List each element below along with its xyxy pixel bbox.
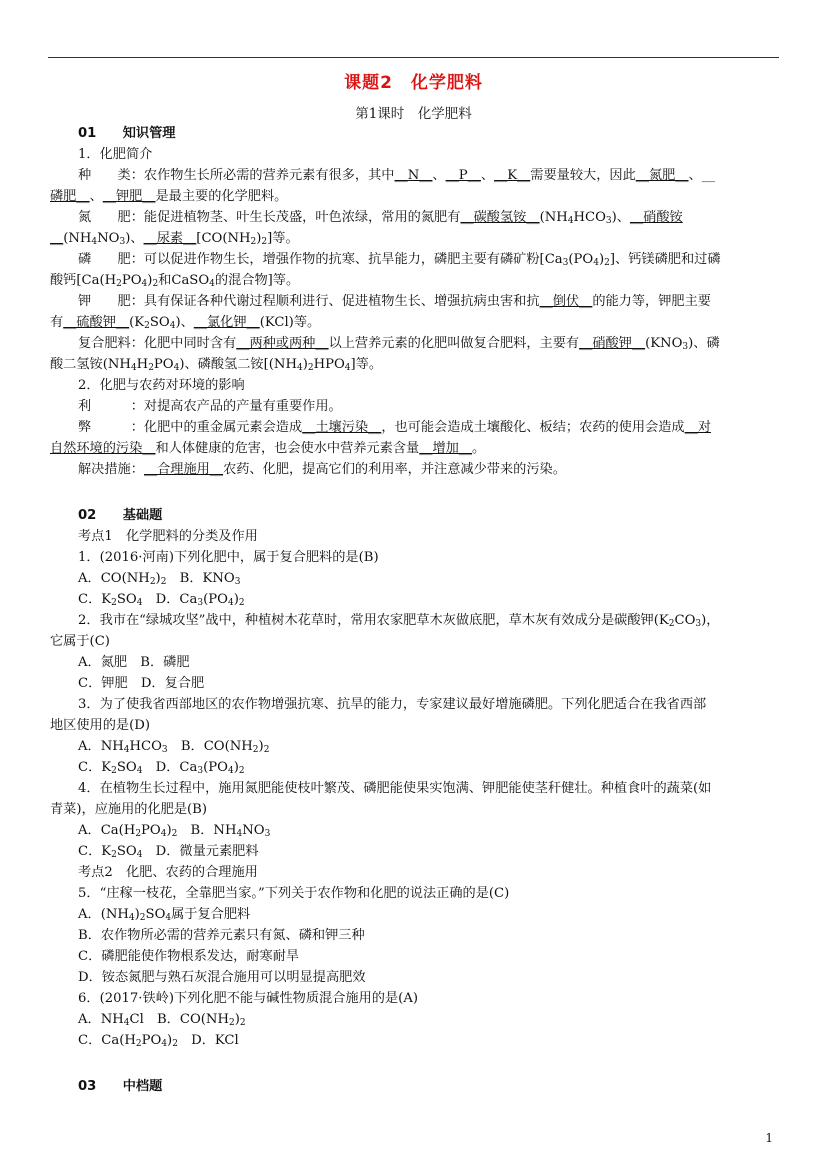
point2-heading: 考点2 化肥、农药的合理施用 [78, 865, 258, 880]
page-title: 课题2 化学肥料 [344, 73, 483, 93]
header-rule [48, 57, 779, 58]
q3-stem-line2: 地区使用的是(D) [50, 718, 150, 733]
q5-option-b: B．农作物所必需的营养元素只有氮、磷和钾三种 [78, 928, 365, 943]
q1-options-ab: A．$CO(NH_2)_2$ B．$KNO_3$ [78, 571, 241, 587]
q3-options-cd: C．$K_2SO_4$ D．$Ca_3(PO_4)_2$ [78, 760, 245, 776]
q2-stem-line1: 2．我市在“绿城攻坚”战中，种植树木花草时，常用农家肥草木灰做底肥，草木灰有效成分是碳酸钾$(K_2CO_3)$， [78, 613, 720, 629]
compound-line1: 复合肥料：化肥中同时含有__两种或两种__以上营养元素的化肥叫做复合肥料，主要有__硝酸钾$\_\_(KNO_3)$、磷 [78, 336, 720, 352]
q4-stem-line2: 青菜)，应施用的化肥是(B) [50, 802, 207, 817]
q1-stem: 1．(2016·河南)下列化肥中，属于复合肥料的是(B) [78, 550, 379, 565]
q5-stem: 5．“庄稼一枝花，全靠肥当家。”下列关于农作物和化肥的说法正确的是(C) [78, 886, 510, 901]
env-heading: 2．化肥与农药对环境的影响 [78, 378, 245, 393]
nitrogen-line1: 氮 肥：能促进植物茎、叶生长茂盛，叶色浓绿，常用的氮肥有__碳酸氢铵$\_\_(NH_4HCO_3)$、__硝酸铵 [78, 210, 683, 226]
q6-stem: 6．(2017·铁岭)下列化肥不能与碱性物质混合施用的是(A) [78, 991, 418, 1006]
kinds-line1: 种 类：农作物生长所必需的营养元素有很多，其中__N__、__P__、__K__需要量较大，因此__氮肥__、__ [78, 168, 715, 183]
q4-options-ab: A．$Ca(H_2PO_4)_2$ B．$NH_4NO_3$ [78, 823, 271, 839]
q1-options-cd: C．$K_2SO_4$ D．$Ca_3(PO_4)_2$ [78, 592, 245, 608]
q3-stem-line1: 3．为了使我省西部地区的农作物增强抗寒、抗旱的能力，专家建议最好增施磷肥。下列化肥适合在我省西部 [78, 697, 707, 712]
q6-options-cd: C．$Ca(H_2PO_4)_2$ D．KCl [78, 1033, 239, 1049]
compound-line2: 酸二氢铵$(NH_4H_2PO_4)$、磷酸氢二铵$[(NH_4)_2HPO_4]$等。 [50, 357, 383, 373]
q2-options-cd: C．钾肥 D．复合肥 [78, 676, 205, 691]
q6-options-ab: A．$NH_4Cl$ B．$CO(NH_2)_2$ [78, 1012, 246, 1028]
nitrogen-line2: $\_\_(NH_4NO_3)$、__尿素$\_\_[CO(NH_2)_2]$等。 [50, 231, 299, 247]
section-heading-basic: 02 基础题 [78, 508, 163, 523]
phosphorus-line2: 酸钙[$Ca(H_2PO_4)_2$和CaSO$_4$的混合物]等。 [50, 273, 300, 289]
q5-option-d: D．铵态氮肥与熟石灰混合施用可以明显提高肥效 [78, 970, 366, 985]
kinds-line2: 磷肥__、__钾肥__是最主要的化学肥料。 [50, 189, 288, 204]
potassium-line2: 有__硫酸钾$\_\_(K_2SO_4)$、__氯化钾__(KCl)等。 [50, 315, 321, 331]
q5-option-a: A．$(NH_4)_2SO_4$属于复合肥料 [78, 907, 251, 923]
q2-stem-line2: 它属于(C) [50, 634, 110, 649]
benefit-line: 利 ：对提高农产品的产量有重要作用。 [78, 399, 342, 414]
intro-heading: 1．化肥简介 [78, 147, 153, 162]
section-heading-knowledge: 01 知识管理 [78, 126, 176, 141]
q4-stem-line1: 4．在植物生长过程中，施用氮肥能使枝叶繁茂、磷肥能使果实饱满、钾肥能使茎秆健壮。种植食叶的蔬菜(如 [78, 781, 712, 796]
page-subtitle: 第1课时 化学肥料 [355, 106, 472, 122]
harm-line2: 自然环境的污染__和人体健康的危害，也会使水中营养元素含量__增加__。 [50, 441, 486, 456]
q5-option-c: C．磷肥能使作物根系发达，耐寒耐旱 [78, 949, 300, 964]
phosphorus-line1: 磷 肥：可以促进作物生长，增强作物的抗寒、抗旱能力，磷肥主要有磷矿粉$[Ca_3(PO_4)_2]$、钙镁磷肥和过磷 [78, 252, 721, 268]
section-heading-medium: 03 中档题 [78, 1079, 163, 1094]
q4-options-cd: C．$K_2SO_4$ D．微量元素肥料 [78, 844, 259, 860]
potassium-line1: 钾 肥：具有保证各种代谢过程顺利进行、促进植物生长、增强抗病虫害和抗__倒伏__的能力等，钾肥主要 [78, 294, 711, 309]
page-number: 1 [765, 1131, 773, 1145]
point1-heading: 考点1 化学肥料的分类及作用 [78, 529, 258, 544]
q2-options-ab: A．氮肥 B．磷肥 [78, 655, 190, 670]
harm-line1: 弊 ：化肥中的重金属元素会造成__土壤污染__，也可能会造成土壤酸化、板结；农药的使用会造成__对 [78, 420, 711, 435]
q3-options-ab: A．$NH_4HCO_3$ B．$CO(NH_2)_2$ [78, 739, 270, 755]
solution-line: 解决措施：__合理施用__农药、化肥，提高它们的利用率，并注意减少带来的污染。 [78, 462, 566, 477]
